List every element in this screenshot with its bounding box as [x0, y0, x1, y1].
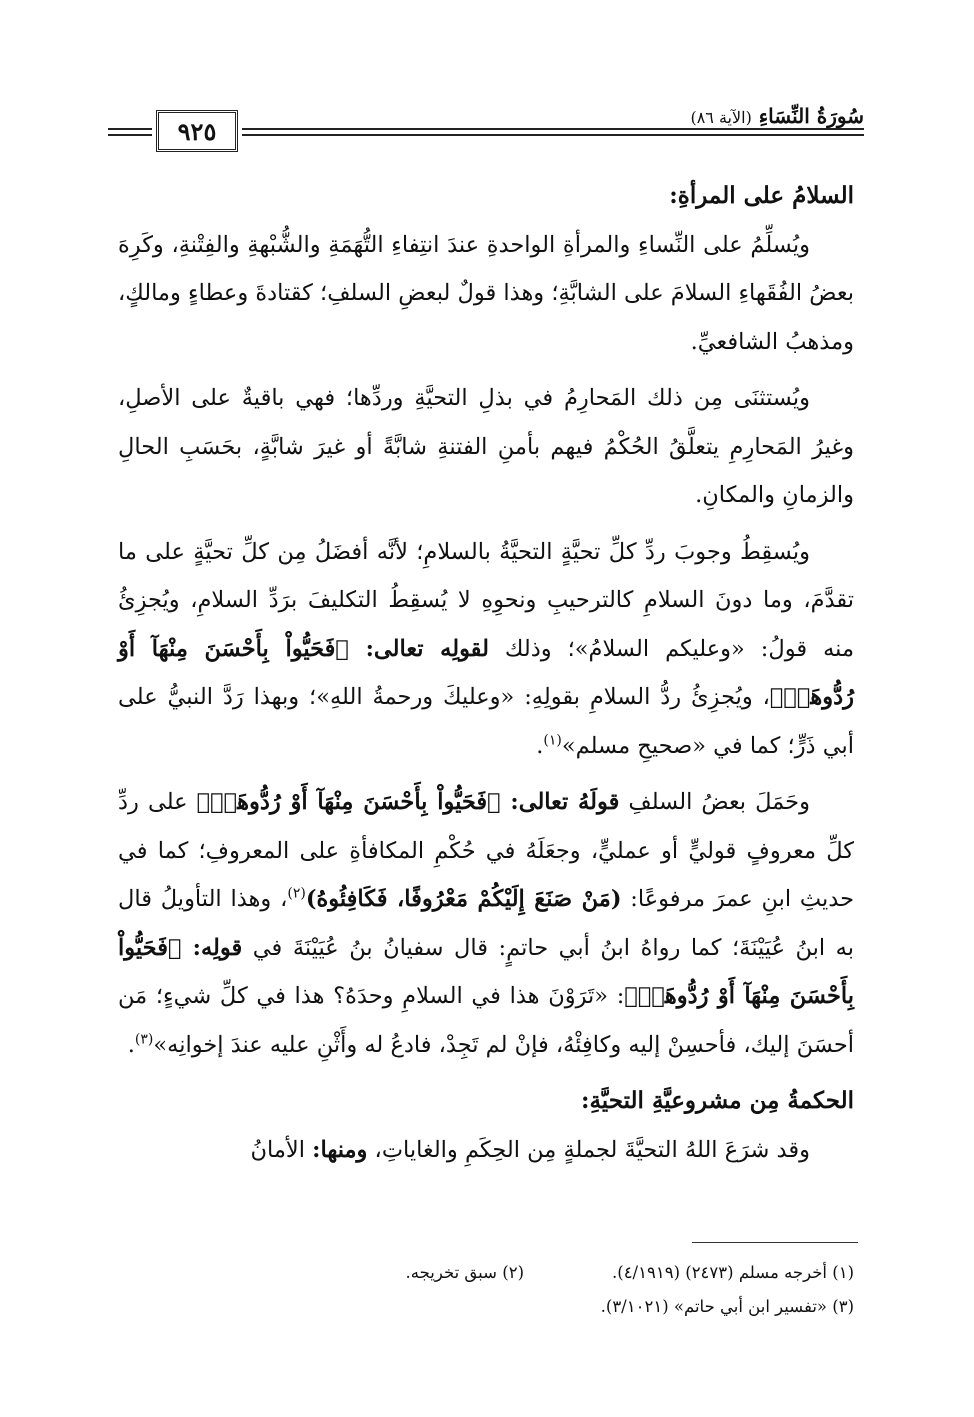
bold-phrase: قولِه:	[192, 934, 243, 961]
text-run: ، ويُجزِئُ ردُّ السلامِ بقولِهِ: «وعليكَ ورحمةُ اللهِ»؛ وبهذا رَدَّ النبيُّ على أبي ذَرٍّ؛ كما في «صحيحِ مسلم»	[118, 684, 854, 759]
footnote-row	[300, 1290, 854, 1324]
text-run: وقد شرَعَ اللهُ التحيَّةَ لجملةٍ مِن الحِكَمِ والغاياتِ،	[367, 1136, 810, 1163]
section-heading: الحكمةُ مِن مشروعيَّةِ التحيَّةِ:	[580, 1087, 854, 1114]
main-text	[118, 172, 854, 1174]
text-run: الأمانُ	[250, 1136, 313, 1163]
quran-verse: ﴿فَحَيُّواْ بِأَحْسَنَ مِنْهَآ أَوْ رُدُّوهَآۗ﴾	[196, 789, 511, 815]
text-run: وحَمَلَ بعضُ السلفِ	[619, 789, 810, 815]
text-run: ويُسقِطُ وجوبَ ردِّ كلِّ تحيَّةٍ التحيَّةُ بالسلامِ؛ لأنَّه أفضَلُ مِن كلِّ تحيَّةٍ على ما تقدَّمَ، وما دونَ السلامِ كالترحيبِ ونحوِهِ لا يُسقِطُ التكليفَ برَدِّ السلامِ، ويُجزِئُ منه قولُ: «وعليكم السلامُ»؛ وذلك	[118, 538, 854, 662]
page-number-box	[156, 110, 238, 152]
text-run: على ردِّ كلِّ معروفٍ قوليٍّ أو عمليٍّ، وجعَلَهُ في حُكْمِ المكافأةِ على المعروفِ؛ كما في حديثِ ابنِ عمرَ مرفوعًا:	[118, 789, 854, 912]
quran-verse: ﴿فَحَيُّواْ بِأَحْسَنَ مِنْهَآ أَوْ رُدُّوهَآۗ﴾	[118, 635, 854, 710]
quran-verse: ﴿فَحَيُّواْ بِأَحْسَنَ مِنْهَآ أَوْ رُدُّوهَآۗ﴾	[118, 934, 854, 1009]
text-run: .	[536, 732, 544, 759]
footnote-ref: (١)	[543, 732, 562, 748]
text-run: ، وهذا التأويلُ قال به ابنُ عُيَيْنَةَ؛ كما رواهُ ابنُ أبي حاتمٍ: قال سفيانُ بنُ عُيَيْنَةَ في	[118, 886, 855, 961]
running-head	[680, 104, 864, 128]
footnote-2: (٢) سبق تخريجه.	[405, 1263, 524, 1282]
page-number: ٩٢٥	[177, 116, 217, 146]
header-rule	[242, 134, 864, 136]
footnote-1: (١) أخرجه مسلم (٢٤٧٣) (٤/١٩١٩).	[612, 1263, 854, 1282]
header-rule	[108, 128, 152, 130]
footnote-3: (٣) «تفسير ابن أبي حاتم» (٣/١٠٢١).	[600, 1297, 854, 1316]
paragraph: ويُسلِّمُ على النِّساءِ والمرأةِ الواحدةِ عندَ انتِفاءِ التُّهَمَةِ والشُّبْهةِ والفِتْنةِ، وكَرِهَ بعضُ الفُقَهاءِ السلامَ على الشابَّةِ؛ وهذا قولٌ لبعضِ السلفِ؛ كقتادةَ وعطاءٍ ومالكٍ، ومذهبُ الشافعيِّ.	[118, 231, 854, 355]
bold-phrase: قولَهُ تعالى:	[510, 789, 620, 815]
bold-phrase: ومنها:	[312, 1136, 368, 1163]
text-run: .	[127, 1031, 135, 1058]
bold-phrase: لقولِه تعالى:	[365, 635, 489, 662]
footnote-row	[300, 1256, 854, 1290]
paragraph	[118, 528, 854, 771]
ayah-ref: (الآية ٨٦)	[690, 108, 752, 127]
surah-name: سُورَةُ النِّسَاءِ	[758, 104, 864, 128]
header-rule	[108, 134, 152, 136]
section-heading: السلامُ على المرأةِ:	[669, 182, 854, 209]
paragraph	[118, 1126, 854, 1175]
hadith-quote: (مَنْ صَنَعَ إِلَيْكُمْ مَعْرُوفًا، فَكَافِئُوهُ)	[305, 886, 622, 912]
footnote-separator	[692, 1242, 858, 1243]
footnotes	[300, 1256, 854, 1324]
paragraph	[118, 778, 854, 1069]
header-rule	[242, 128, 864, 130]
text-run: : «تَرَوْنَ هذا في السلامِ وحدَهُ؟ هذا في كلِّ شيءٍ؛ مَن أحسَنَ إليك، فأحسِنْ إليه وكافِئْهُ، فإنْ لم تَجِدْ، فادعُ له وأَثْنِ عليه عندَ إخوانِه»	[118, 983, 854, 1058]
paragraph: ويُستثنَى مِن ذلك المَحارِمُ في بذلِ التحيَّةِ وردِّها؛ فهي باقيةٌ على الأصلِ، وغيرُ المَحارِمِ يتعلَّقُ الحُكْمُ فيهم بأمنِ الفتنةِ شابَّةً أو غيرَ شابَّةٍ، بحَسَبِ الحالِ والزمانِ والمكانِ.	[118, 385, 854, 508]
page-header	[108, 104, 864, 160]
footnote-ref: (٢)	[287, 885, 306, 902]
footnote-ref: (٣)	[134, 1031, 154, 1047]
